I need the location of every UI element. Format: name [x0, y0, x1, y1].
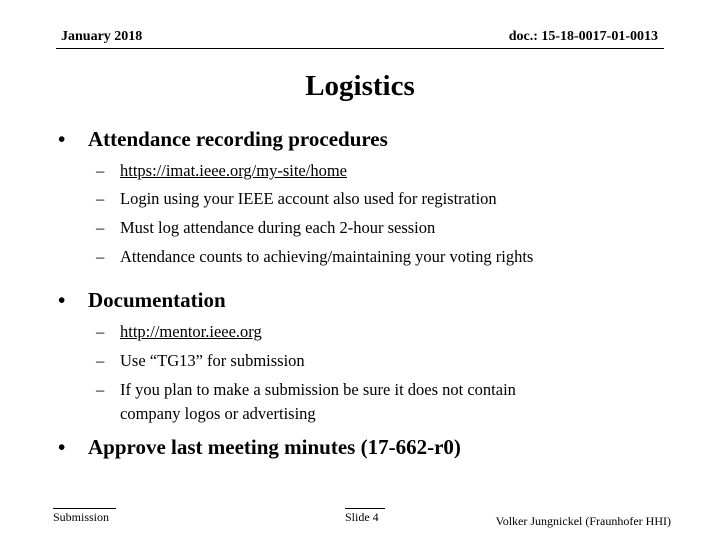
sub-bullet-marker: – — [96, 351, 105, 370]
sub-bullet-marker: – — [96, 247, 105, 266]
bullet-marker: • — [58, 435, 66, 459]
footer-slide-number: Slide 4 — [345, 510, 379, 524]
header-date: January 2018 — [61, 29, 143, 44]
header-divider — [56, 48, 664, 49]
bullet-marker: • — [58, 288, 66, 312]
sub-bullet-text: company logos or advertising — [120, 404, 316, 423]
bullet-heading: Documentation — [88, 288, 226, 312]
sub-bullet-text: Login using your IEEE account also used for registration — [120, 189, 497, 208]
bullet-heading: Attendance recording procedures — [88, 127, 388, 151]
footer-author: Volker Jungnickel (Fraunhofer HHI) — [495, 514, 671, 528]
slide-title: Logistics — [305, 70, 415, 102]
bullet-heading: Approve last meeting minutes (17-662-r0) — [88, 435, 461, 459]
sub-bullet-marker: – — [96, 218, 105, 237]
header-doc-number: doc.: 15-18-0017-01-0013 — [508, 29, 658, 44]
sub-bullet-text: If you plan to make a submission be sure it does not contain — [120, 380, 516, 399]
mentor-link[interactable]: http://mentor.ieee.org — [120, 322, 262, 341]
sub-bullet-text: Must log attendance during each 2-hour session — [120, 218, 436, 237]
sub-bullet-text: Attendance counts to achieving/maintaining your voting rights — [120, 247, 534, 266]
footer-divider-left — [53, 508, 116, 509]
footer-divider-center — [345, 508, 385, 509]
bullet-marker: • — [58, 127, 66, 151]
sub-bullet-marker: – — [96, 380, 105, 399]
sub-bullet-marker: – — [96, 189, 105, 208]
sub-bullet-marker: – — [96, 161, 105, 180]
imat-link[interactable]: https://imat.ieee.org/my-site/home — [120, 161, 347, 180]
sub-bullet-marker: – — [96, 322, 105, 341]
sub-bullet-text: Use “TG13” for submission — [120, 351, 305, 370]
footer-submission: Submission — [53, 510, 110, 524]
